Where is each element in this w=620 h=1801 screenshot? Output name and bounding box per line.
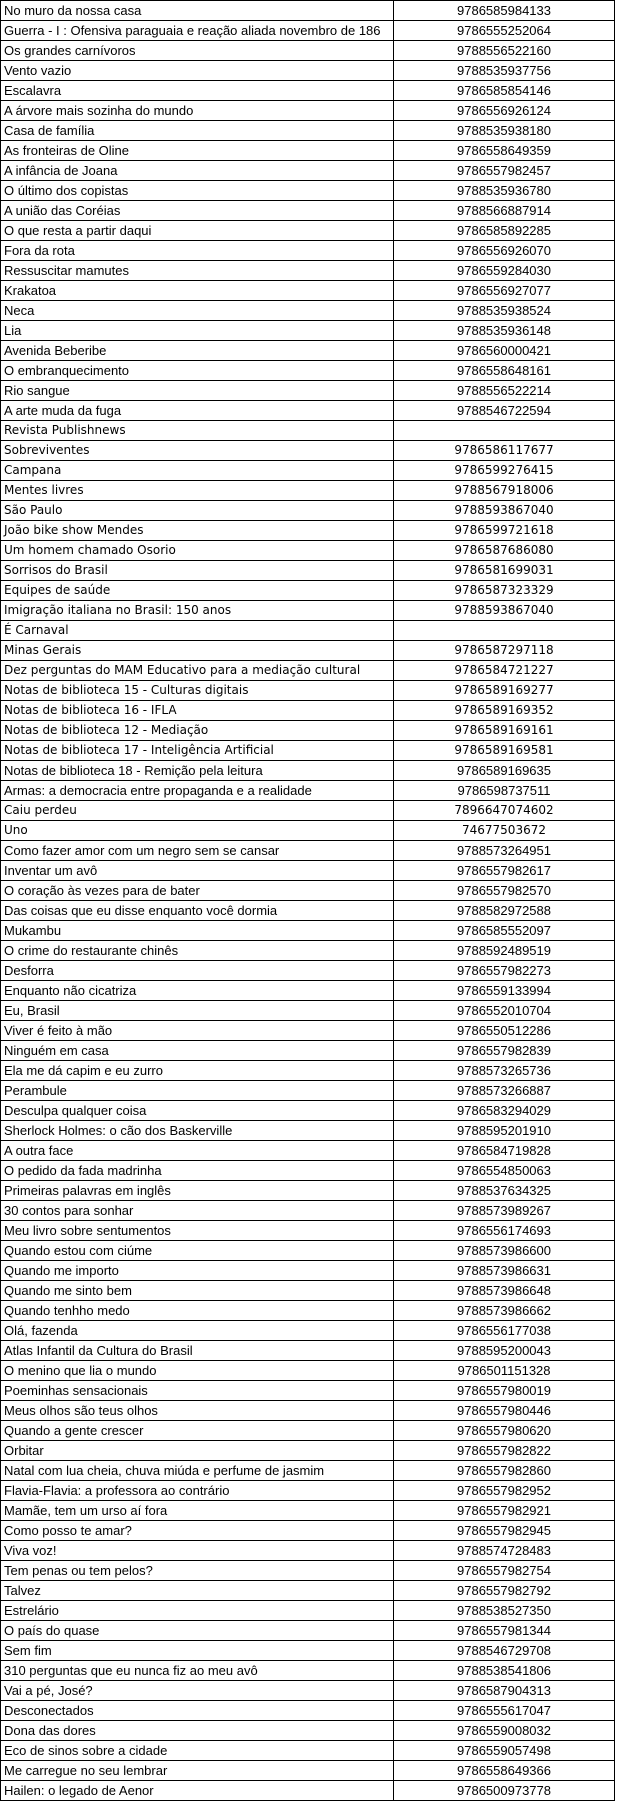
table-row [1,561,615,581]
book-title-cell[interactable]: A união das Coréias [1,201,394,221]
table-row [1,1521,615,1541]
isbn-cell[interactable]: 9786589169352 [394,701,615,721]
isbn-cell[interactable]: 9786557982754 [394,1561,615,1581]
table-row [1,601,615,621]
table-row [1,841,615,861]
book-title-cell[interactable]: 310 perguntas que eu nunca fiz ao meu avô [1,1661,394,1681]
book-title-cell[interactable]: Notas de biblioteca 16 - IFLA [1,701,394,721]
isbn-cell[interactable]: 9786559284030 [394,261,615,281]
table-row [1,1141,615,1161]
isbn-cell[interactable]: 9788556522160 [394,41,615,61]
table-row [1,961,615,981]
isbn-cell[interactable]: 9786557982457 [394,161,615,181]
isbn-cell[interactable]: 9788535938180 [394,121,615,141]
isbn-cell[interactable]: 9788573265736 [394,1061,615,1081]
table-row [1,801,615,821]
table-row [1,761,615,781]
table-row [1,61,615,81]
book-title-cell[interactable]: É Carnaval [1,621,394,641]
isbn-cell[interactable]: 9786599276415 [394,461,615,481]
table-row [1,1061,615,1081]
table-row [1,1181,615,1201]
table-row [1,41,615,61]
table-row [1,1441,615,1461]
book-title-cell[interactable]: Notas de biblioteca 12 - Mediação [1,721,394,741]
isbn-cell[interactable]: 9788537634325 [394,1181,615,1201]
book-title-cell[interactable]: Atlas Infantil da Cultura do Brasil [1,1341,394,1361]
isbn-cell[interactable]: 9788567918006 [394,481,615,501]
isbn-cell[interactable]: 9786501151328 [394,1361,615,1381]
isbn-cell[interactable]: 9786589169161 [394,721,615,741]
book-title-cell[interactable]: Quando tenhho medo [1,1301,394,1321]
table-body [1,1,615,1801]
table-row [1,1381,615,1401]
isbn-cell[interactable]: 9786557982570 [394,881,615,901]
isbn-cell[interactable]: 9786559008032 [394,1721,615,1741]
book-title-cell[interactable]: O último dos copistas [1,181,394,201]
book-title-cell[interactable]: A infância de Joana [1,161,394,181]
book-title-cell[interactable]: Sem fim [1,1641,394,1661]
isbn-cell[interactable]: 9786587297118 [394,641,615,661]
table-row [1,1681,615,1701]
book-title-cell[interactable]: Caiu perdeu [1,801,394,821]
table-row [1,141,615,161]
isbn-cell[interactable]: 9788593867040 [394,501,615,521]
table-row [1,681,615,701]
table-row [1,241,615,261]
isbn-cell[interactable]: 9786557982921 [394,1501,615,1521]
table-row [1,421,615,441]
table-row [1,1281,615,1301]
isbn-cell[interactable]: 9788592489519 [394,941,615,961]
book-title-cell[interactable]: O pedido da fada madrinha [1,1161,394,1181]
book-title-cell[interactable]: Primeiras palavras em inglês [1,1181,394,1201]
isbn-cell[interactable]: 9786585892285 [394,221,615,241]
isbn-cell[interactable] [394,421,615,441]
isbn-cell[interactable]: 9786554850063 [394,1161,615,1181]
table-row [1,821,615,841]
table-row [1,1781,615,1801]
book-title-cell[interactable]: Avenida Beberibe [1,341,394,361]
table-row [1,341,615,361]
table-row [1,521,615,541]
book-title-cell[interactable]: Me carregue no seu lembrar [1,1761,394,1781]
isbn-cell[interactable]: 9786556926070 [394,241,615,261]
isbn-cell[interactable]: 9786550512286 [394,1021,615,1041]
isbn-cell[interactable]: 9786557980620 [394,1421,615,1441]
table-row [1,1121,615,1141]
isbn-cell[interactable]: 9788535936780 [394,181,615,201]
table-row [1,941,615,961]
table-row [1,221,615,241]
book-title-cell[interactable]: Fora da rota [1,241,394,261]
book-title-cell[interactable]: Quando me importo [1,1261,394,1281]
isbn-cell[interactable]: 9788595200043 [394,1341,615,1361]
isbn-cell[interactable]: 9786557980019 [394,1381,615,1401]
table-row [1,661,615,681]
isbn-cell[interactable]: 9788535936148 [394,321,615,341]
isbn-cell[interactable]: 9788556522214 [394,381,615,401]
book-title-cell[interactable]: Eco de sinos sobre a cidade [1,1741,394,1761]
table-row [1,1261,615,1281]
isbn-cell[interactable]: 9786558649359 [394,141,615,161]
table-row [1,1,615,21]
book-title-cell[interactable]: Meus olhos são teus olhos [1,1401,394,1421]
book-title-cell[interactable]: Talvez [1,1581,394,1601]
table-row [1,1041,615,1061]
table-row [1,21,615,41]
isbn-cell[interactable]: 9786555252064 [394,21,615,41]
book-title-cell[interactable]: O que resta a partir daqui [1,221,394,241]
table-row [1,861,615,881]
table-row [1,981,615,1001]
table-row [1,1501,615,1521]
book-title-cell[interactable]: Hailen: o legado de Aenor [1,1781,394,1801]
book-title-cell[interactable]: Olá, fazenda [1,1321,394,1341]
table-row [1,1721,615,1741]
book-title-cell[interactable]: Quando a gente crescer [1,1421,394,1441]
book-title-cell[interactable]: As fronteiras de Oline [1,141,394,161]
isbn-cell[interactable]: 9786557982822 [394,1441,615,1461]
isbn-cell[interactable]: 9788574728483 [394,1541,615,1561]
table-row [1,161,615,181]
isbn-cell[interactable]: 9788573266887 [394,1081,615,1101]
table-row [1,1321,615,1341]
table-row [1,1001,615,1021]
isbn-cell[interactable]: 9786586117677 [394,441,615,461]
isbn-cell[interactable]: 9788573989267 [394,1201,615,1221]
table-row [1,1621,615,1641]
isbn-cell[interactable]: 9788546722594 [394,401,615,421]
book-title-cell[interactable]: No muro da nossa casa [1,1,394,21]
isbn-cell[interactable]: 9788546729708 [394,1641,615,1661]
isbn-cell[interactable]: 9786559133994 [394,981,615,1001]
table-row [1,901,615,921]
table-row [1,1701,615,1721]
book-title-cell[interactable]: Sherlock Holmes: o cão dos Baskerville [1,1121,394,1141]
book-title-cell[interactable]: Escalavra [1,81,394,101]
book-title-cell[interactable]: Desculpa qualquer coisa [1,1101,394,1121]
isbn-cell[interactable]: 9788595201910 [394,1121,615,1141]
isbn-cell[interactable] [394,621,615,641]
book-title-cell[interactable]: João bike show Mendes [1,521,394,541]
table-row [1,1421,615,1441]
isbn-cell[interactable]: 74677503672 [394,821,615,841]
isbn-cell[interactable]: 9786555617047 [394,1701,615,1721]
table-row [1,1601,615,1621]
isbn-cell[interactable]: 9786557982792 [394,1581,615,1601]
isbn-cell[interactable]: 9788573986662 [394,1301,615,1321]
book-title-cell[interactable]: Desforra [1,961,394,981]
table-row [1,1301,615,1321]
book-title-cell[interactable]: Vento vazio [1,61,394,81]
book-title-cell[interactable]: Revista Publishnews [1,421,394,441]
book-title-cell[interactable]: Viver é feito à mão [1,1021,394,1041]
book-title-cell[interactable]: Estrelário [1,1601,394,1621]
isbn-cell[interactable]: 9788538527350 [394,1601,615,1621]
isbn-cell[interactable]: 9786587904313 [394,1681,615,1701]
isbn-cell[interactable]: 9788573264951 [394,841,615,861]
book-title-cell[interactable]: O coração às vezes para de bater [1,881,394,901]
table-row [1,1401,615,1421]
isbn-cell[interactable]: 9786585984133 [394,1,615,21]
table-row [1,541,615,561]
book-title-cell[interactable]: Quando me sinto bem [1,1281,394,1301]
table-row [1,181,615,201]
isbn-cell[interactable]: 9788573986648 [394,1281,615,1301]
table-row [1,1581,615,1601]
book-title-cell[interactable]: Uno [1,821,394,841]
isbn-cell[interactable]: 9786589169581 [394,741,615,761]
isbn-cell[interactable]: 9786557982617 [394,861,615,881]
book-title-cell[interactable]: Um homem chamado Osorio [1,541,394,561]
book-title-cell[interactable]: Sobreviventes [1,441,394,461]
book-title-cell[interactable]: Como posso te amar? [1,1521,394,1541]
book-title-cell[interactable]: Minas Gerais [1,641,394,661]
book-title-cell[interactable]: Vai a pé, José? [1,1681,394,1701]
isbn-cell[interactable]: 9786552010704 [394,1001,615,1021]
isbn-cell[interactable]: 9786585552097 [394,921,615,941]
isbn-cell[interactable]: 9786556177038 [394,1321,615,1341]
table-row [1,621,615,641]
book-title-cell[interactable]: Como fazer amor com um negro sem se cansar [1,841,394,861]
isbn-cell[interactable]: 9786556927077 [394,281,615,301]
book-title-cell[interactable]: Desconectados [1,1701,394,1721]
book-title-cell[interactable]: Natal com lua cheia, chuva miúda e perfume de jasmim [1,1461,394,1481]
isbn-cell[interactable]: 9788573986600 [394,1241,615,1261]
isbn-cell[interactable]: 9786500973778 [394,1781,615,1801]
isbn-cell[interactable]: 9786558649366 [394,1761,615,1781]
table-row [1,501,615,521]
table-row [1,1021,615,1041]
isbn-cell[interactable]: 9788566887914 [394,201,615,221]
table-row [1,1741,615,1761]
isbn-cell[interactable]: 9786598737511 [394,781,615,801]
isbn-cell[interactable]: 9786557982839 [394,1041,615,1061]
table-row [1,1641,615,1661]
book-title-cell[interactable]: Krakatoa [1,281,394,301]
book-title-cell[interactable]: Ela me dá capim e eu zurro [1,1061,394,1081]
table-row [1,401,615,421]
book-title-cell[interactable]: O menino que lia o mundo [1,1361,394,1381]
isbn-cell[interactable]: 9786583294029 [394,1101,615,1121]
isbn-cell[interactable]: 9786557982860 [394,1461,615,1481]
table-row [1,101,615,121]
isbn-cell[interactable]: 9786585854146 [394,81,615,101]
table-row [1,1541,615,1561]
table-row [1,441,615,461]
table-row [1,721,615,741]
isbn-cell[interactable]: 9786584719828 [394,1141,615,1161]
isbn-cell[interactable]: 9788582972588 [394,901,615,921]
book-title-cell[interactable]: Ressuscitar mamutes [1,261,394,281]
book-title-cell[interactable]: A outra face [1,1141,394,1161]
book-title-cell[interactable]: O embranquecimento [1,361,394,381]
book-title-cell[interactable]: Casa de família [1,121,394,141]
book-title-cell[interactable]: O crime do restaurante chinês [1,941,394,961]
table-row [1,1201,615,1221]
book-title-cell[interactable]: Lia [1,321,394,341]
book-title-cell[interactable]: Das coisas que eu disse enquanto você dormia [1,901,394,921]
book-title-cell[interactable]: Equipes de saúde [1,581,394,601]
table-row [1,1361,615,1381]
table-row [1,121,615,141]
isbn-cell[interactable]: 9786560000421 [394,341,615,361]
isbn-cell[interactable]: 9786589169635 [394,761,615,781]
table-row [1,1661,615,1681]
book-title-cell[interactable]: Notas de biblioteca 17 - Inteligência Artificial [1,741,394,761]
book-title-cell[interactable]: Sorrisos do Brasil [1,561,394,581]
table-row [1,881,615,901]
book-title-cell[interactable]: Poeminhas sensacionais [1,1381,394,1401]
table-row [1,1461,615,1481]
table-row [1,921,615,941]
table-row [1,281,615,301]
isbn-cell[interactable]: 9786587323329 [394,581,615,601]
table-row [1,741,615,761]
book-title-cell[interactable]: Mukambu [1,921,394,941]
table-row [1,1481,615,1501]
book-title-cell[interactable]: Campana [1,461,394,481]
book-title-cell[interactable]: Meu livro sobre sentumentos [1,1221,394,1241]
table-row [1,1221,615,1241]
table-row [1,461,615,481]
isbn-cell[interactable]: 9788538541806 [394,1661,615,1681]
table-row [1,301,615,321]
table-row [1,1561,615,1581]
book-title-cell[interactable]: Ninguém em casa [1,1041,394,1061]
book-title-cell[interactable]: Mentes livres [1,481,394,501]
book-title-cell[interactable]: Dez perguntas do MAM Educativo para a mediação cultural [1,661,394,681]
table-row [1,361,615,381]
book-title-cell[interactable]: Os grandes carnívoros [1,41,394,61]
isbn-cell[interactable]: 9786556926124 [394,101,615,121]
table-row [1,701,615,721]
isbn-cell[interactable]: 9786557981344 [394,1621,615,1641]
table-row [1,381,615,401]
book-title-cell[interactable]: 30 contos para sonhar [1,1201,394,1221]
isbn-cell[interactable]: 9786557982273 [394,961,615,981]
book-title-cell[interactable]: Flavia-Flavia: a professora ao contrário [1,1481,394,1501]
book-title-cell[interactable]: Quando estou com ciúme [1,1241,394,1261]
book-title-cell[interactable]: Neca [1,301,394,321]
table-row [1,81,615,101]
isbn-cell[interactable]: 9786556174693 [394,1221,615,1241]
isbn-cell[interactable]: 9786559057498 [394,1741,615,1761]
book-title-cell[interactable]: Eu, Brasil [1,1001,394,1021]
book-title-cell[interactable]: Imigração italiana no Brasil: 150 anos [1,601,394,621]
table-row [1,641,615,661]
book-title-cell[interactable]: Armas: a democracia entre propaganda e a realidade [1,781,394,801]
table-row [1,1081,615,1101]
isbn-cell[interactable]: 9786584721227 [394,661,615,681]
book-title-cell[interactable]: Orbitar [1,1441,394,1461]
book-title-cell[interactable]: Viva voz! [1,1541,394,1561]
book-title-cell[interactable]: Rio sangue [1,381,394,401]
table-row [1,201,615,221]
book-title-cell[interactable]: A arte muda da fuga [1,401,394,421]
isbn-cell[interactable]: 9788573986631 [394,1261,615,1281]
book-title-cell[interactable]: Mamãe, tem um urso aí fora [1,1501,394,1521]
table-row [1,1161,615,1181]
isbn-cell[interactable]: 9788593867040 [394,601,615,621]
isbn-cell[interactable]: 9788535937756 [394,61,615,81]
book-title-cell[interactable]: Inventar um avô [1,861,394,881]
isbn-cell[interactable]: 9786557982952 [394,1481,615,1501]
book-title-cell[interactable]: Dona das dores [1,1721,394,1741]
table-row [1,1341,615,1361]
isbn-cell[interactable]: 9788535938524 [394,301,615,321]
isbn-cell[interactable]: 9786558648161 [394,361,615,381]
isbn-cell[interactable]: 9786557980446 [394,1401,615,1421]
book-title-cell[interactable]: Enquanto não cicatriza [1,981,394,1001]
table-row [1,321,615,341]
book-title-cell[interactable]: O país do quase [1,1621,394,1641]
isbn-cell[interactable]: 9786599721618 [394,521,615,541]
book-title-cell[interactable]: Notas de biblioteca 18 - Remição pela leitura [1,761,394,781]
isbn-cell[interactable]: 9786587686080 [394,541,615,561]
table-row [1,1101,615,1121]
table-row [1,1761,615,1781]
isbn-cell[interactable]: 9786581699031 [394,561,615,581]
isbn-cell[interactable]: 9786589169277 [394,681,615,701]
book-title-cell[interactable]: Notas de biblioteca 15 - Culturas digitais [1,681,394,701]
table-row [1,481,615,501]
book-title-cell[interactable]: Guerra - I : Ofensiva paraguaia e reação aliada novembro de 186 [1,21,394,41]
table-row [1,581,615,601]
book-title-cell[interactable]: Tem penas ou tem pelos? [1,1561,394,1581]
isbn-cell[interactable]: 7896647074602 [394,801,615,821]
table-row [1,1241,615,1261]
book-title-cell[interactable]: Perambule [1,1081,394,1101]
table-row [1,781,615,801]
book-title-cell[interactable]: São Paulo [1,501,394,521]
isbn-cell[interactable]: 9786557982945 [394,1521,615,1541]
table-row [1,261,615,281]
book-title-cell[interactable]: A árvore mais sozinha do mundo [1,101,394,121]
